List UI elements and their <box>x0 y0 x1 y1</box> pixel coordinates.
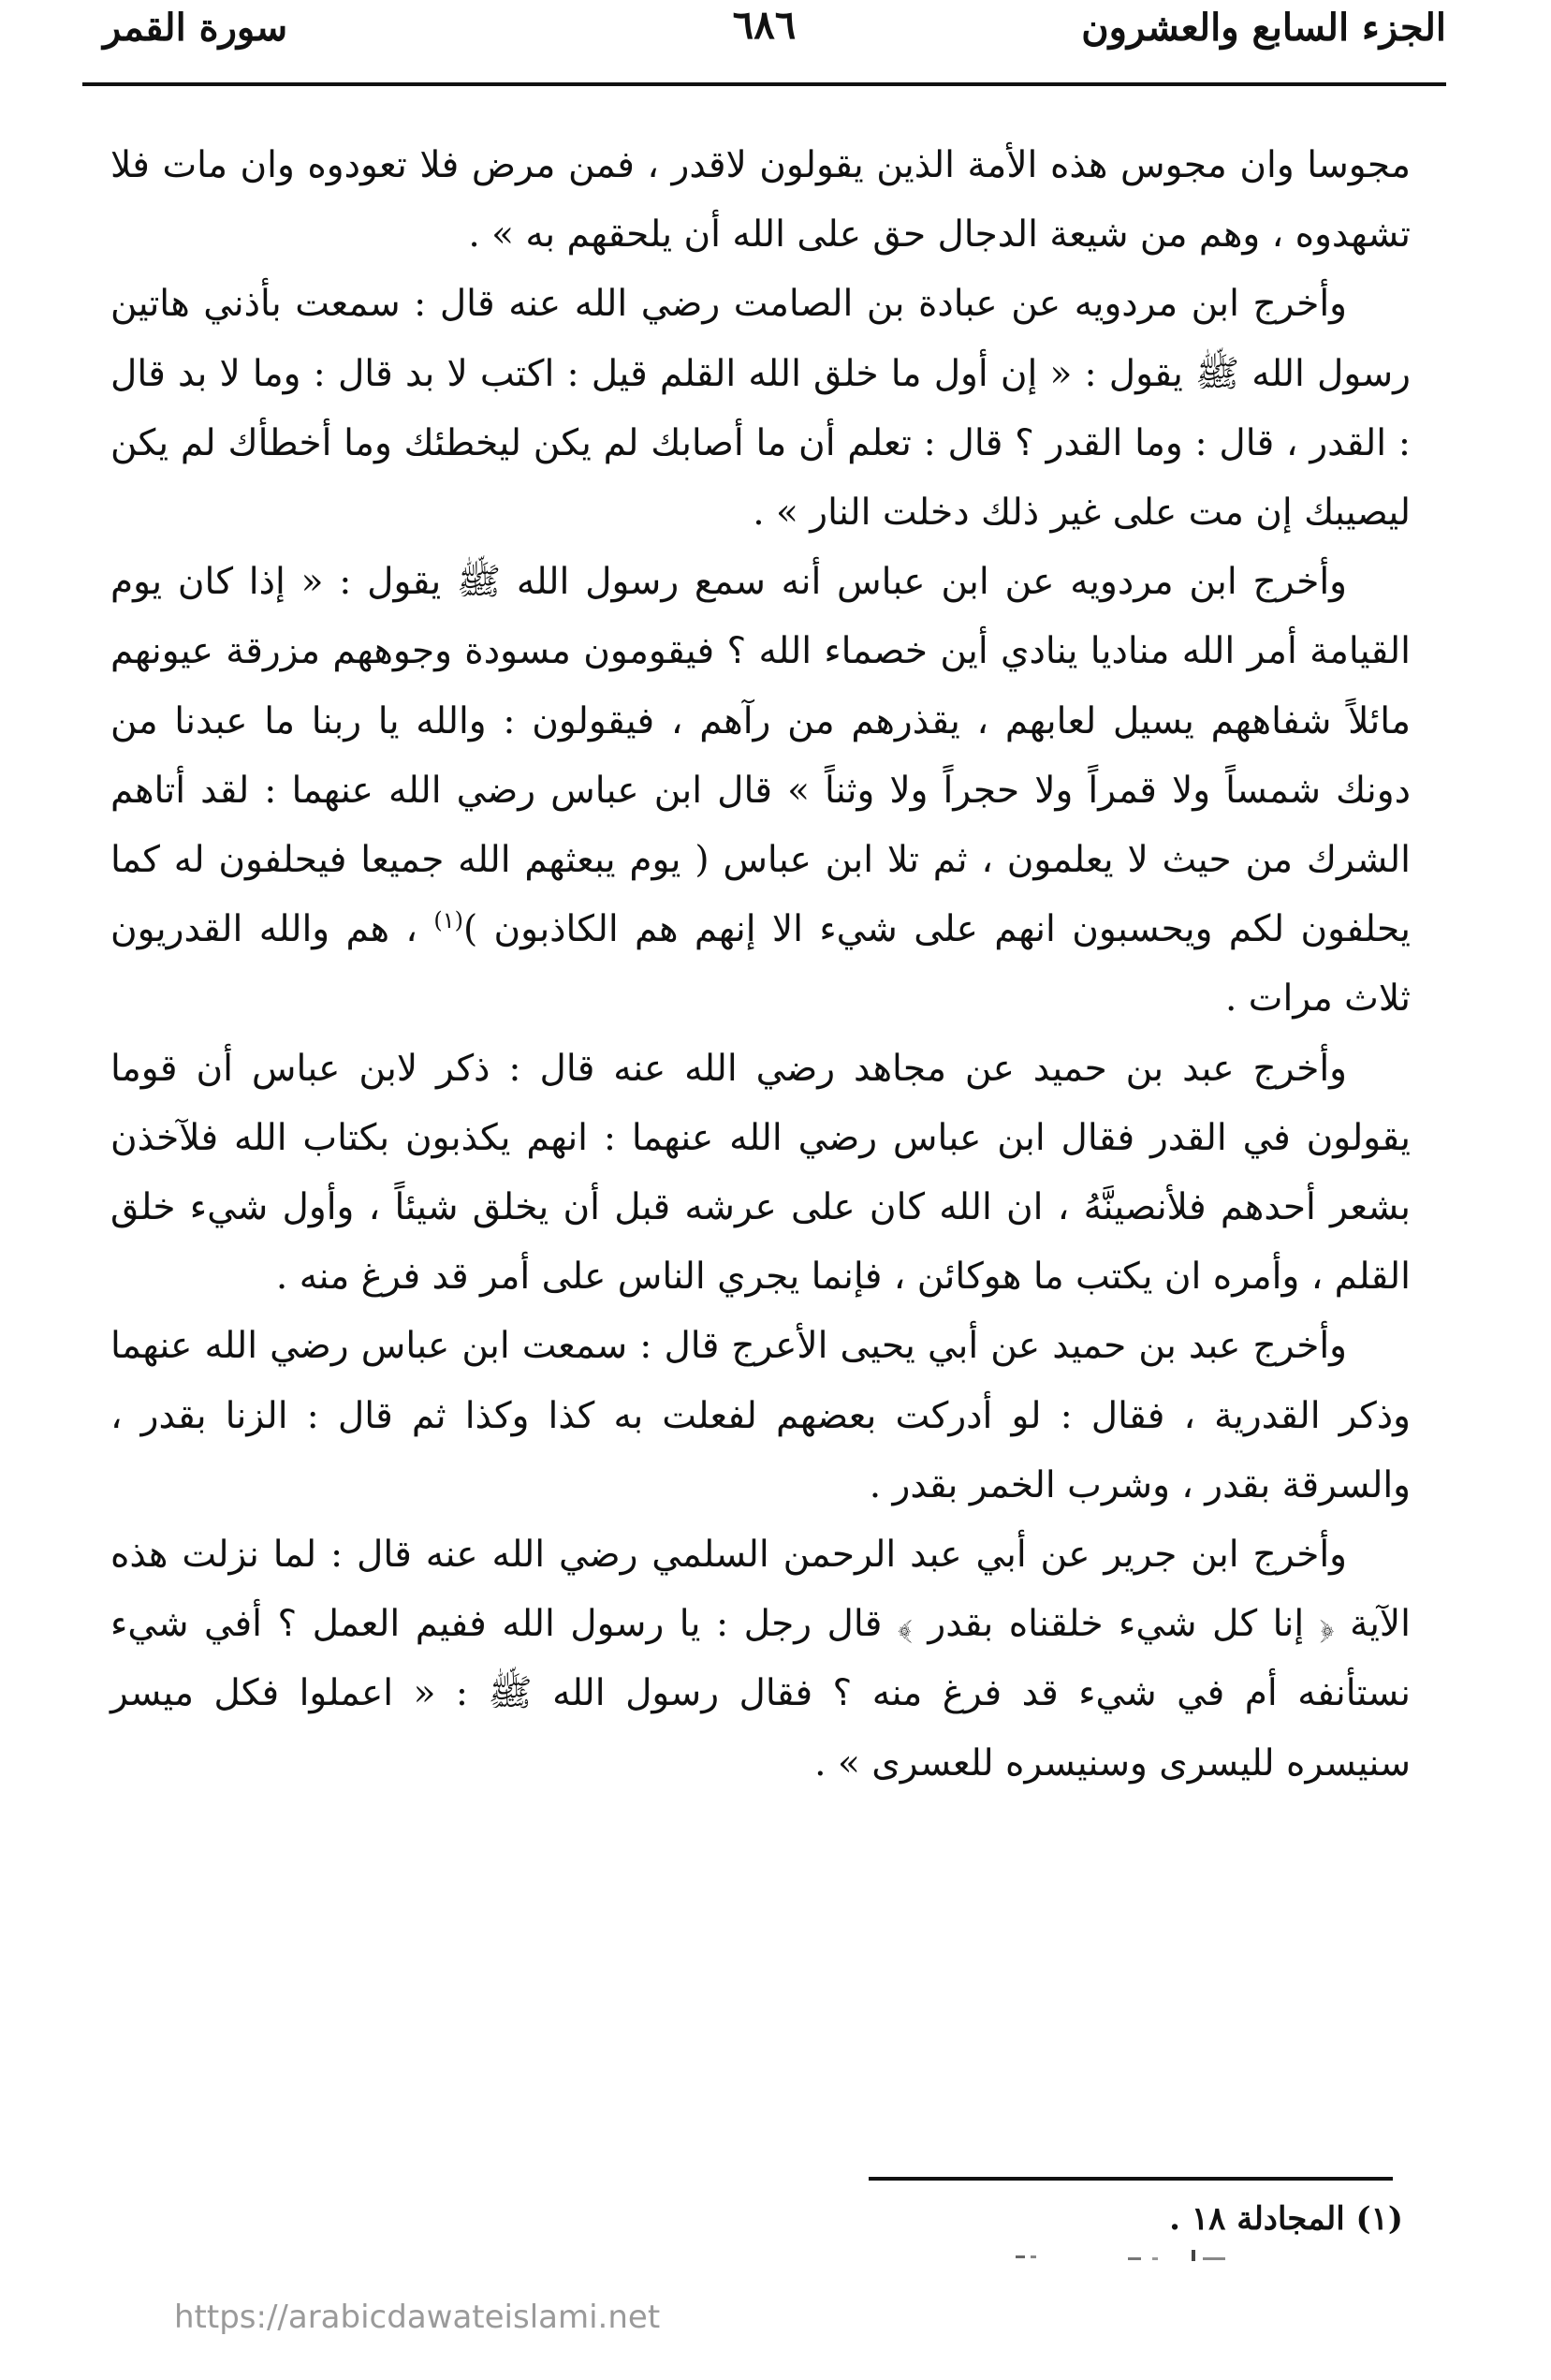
watermark-url: https://arabicdawateislami.net <box>174 2299 661 2336</box>
part-title: الجزء السابع والعشرون <box>1081 6 1446 50</box>
main-text <box>110 131 1411 1799</box>
paragraph: وأخرج ابن جرير عن أبي عبد الرحمن السلمي رضي الله عنه قال : لما نزلت هذه الآية ﴿ إنا كل شيء خلقناه بقدر ﴾ قال رجل : يا رسول الله ففيم العمل ؟ أفي شيء نستأنفه أم في شيء قد فرغ منه ؟ فقال رسول الله ﷺ : « اعملوا فكل ميسر سنيسره لليسرى وسنيسره للعسرى » . <box>110 1534 1411 1785</box>
header-rule <box>82 82 1446 86</box>
paragraph: وأخرج عبد بن حميد عن مجاهد رضي الله عنه قال : ذكر لابن عباس أن قوما يقولون في القدر فقال ابن عباس رضي الله عنهما : انهم يكذبون بكتاب الله فلآخذن بشعر أحدهم فلأنصينَّهُ ، ان الله كان على عرشه قبل أن يخلق شيئاً ، وأول شيء خلق القلم ، وأمره ان يكتب ما هوكائن ، فإنما يجري الناس على أمر قد فرغ منه . <box>110 1047 1411 1299</box>
page-number: ٦٨٦ <box>732 2 797 48</box>
paragraph: مجوسا وان مجوس هذه الأمة الذين يقولون لاقدر ، فمن مرض فلا تعودوه وان مات فلا تشهدوه ، وهم من شيعة الدجال حق على الله أن يلحقهم به » . <box>110 144 1411 257</box>
surah-title: سورة القمر <box>103 6 288 50</box>
paragraph-text: وأخرج ابن مردويه عن ابن عباس أنه سمع رسول الله ﷺ يقول : « إذا كان يوم القيامة أمر الله مناديا ينادي أين خصماء الله ؟ فيقومون مسودة وجوههم مزرقة عيونهم مائلاً شفاههم يسيل لعابهم ، يقذرهم من رآهم ، فيقولون : والله يا ربنا ما عبدنا من دونك شمساً ولا قمراً ولا حجراً ولا وثناً » قال ابن عباس رضي الله عنهما : لقد أتاهم الشرك من حيث لا يعلمون ، ثم تلا ابن عباس ( يوم يبعثهم الله جميعا فيحلفون له كما يحلفون لكم ويحسبون انهم على شيء الا إنهم هم الكاذبون ) <box>110 561 1411 951</box>
page-header <box>82 0 1446 81</box>
footnote: (١) المجادلة ١٨ . <box>1169 2200 1403 2238</box>
paragraph <box>110 548 1411 1034</box>
paragraph: وأخرج ابن مردويه عن عبادة بن الصامت رضي الله عنه قال : سمعت بأذني هاتين رسول الله ﷺ يقول : « إن أول ما خلق الله القلم قيل : اكتب لا بد قال : وما لا بد قال : القدر ، قال : وما القدر ؟ قال : تعلم أن ما أصابك لم يكن ليخطئك وما أخطأك لم يكن ليصيبك إن مت على غير ذلك دخلت النار » . <box>110 283 1411 535</box>
footnote-marker: (١) <box>433 907 463 934</box>
paragraph-tail: ، هم والله القدريون ثلاث مرات . <box>110 908 1411 1021</box>
paragraph: وأخرج عبد بن حميد عن أبي يحيى الأعرج قال : سمعت ابن عباس رضي الله عنهما وذكر القدرية ، فقال : لو أدركت بعضهم لفعلت به كذا وكذا ثم قال : الزنا بقدر ، والسرقة بقدر ، وشرب الخمر بقدر . <box>110 1325 1411 1506</box>
scan-specks <box>1016 2242 1296 2270</box>
footnote-rule <box>869 2177 1393 2181</box>
